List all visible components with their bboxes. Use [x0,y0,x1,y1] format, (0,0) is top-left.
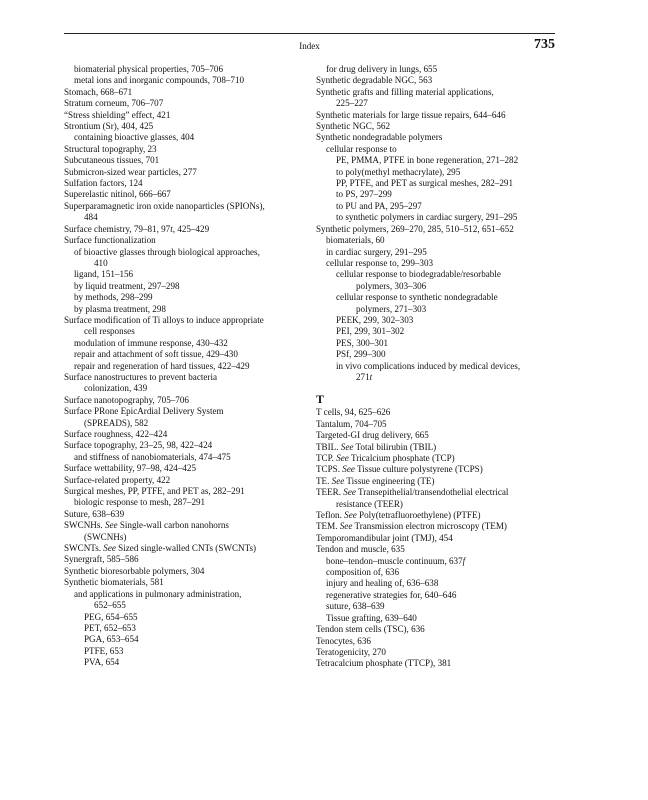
index-entry-text: regenerative strategies for, 640–646 [326,589,457,600]
index-entry-continuation: (SPREADS), 582 [84,417,149,428]
section-letter: T [316,392,325,407]
index-entry [316,521,564,532]
index-entry [64,497,312,508]
index-entry-text: Surface modification of Ti alloys to induce appropriate [64,314,264,325]
index-entry-text: Tantalum, 704–705 [316,418,387,429]
index-entry-text: composition of, 636 [326,567,399,578]
index-entry [316,326,564,337]
index-entry-text: Temporomandibular joint (TMJ), 454 [316,532,453,543]
index-entry-text: Surgical meshes, PP, PTFE, and PET as, 282–291 [64,486,245,497]
index-entry-text: Surface topography, 23–25, 98, 422–424 [64,440,213,451]
index-entry-continuation: 652–655 [94,600,126,611]
index-entry [316,430,564,441]
index-entry-continuation: colonization, 439 [84,383,148,394]
index-entry [316,601,564,612]
index-entry-text: metal ions and inorganic compounds, 708–710 [74,75,245,86]
index-entry-text: PTFE, 653 [84,645,124,656]
index-entry-text: bone–tendon–muscle continuum, 637f [326,555,466,566]
index-entry [316,453,564,464]
index-entry-text: by liquid treatment, 297–298 [74,280,180,291]
index-entry [64,566,312,577]
index-entry-text: repair and regeneration of hard tissues, 422–429 [74,360,250,371]
index-entry [64,75,312,86]
index-entry-text: Surface roughness, 422–424 [64,429,168,439]
index-entry-continuation: polymers, 303–306 [356,280,427,291]
index-entry-text: to poly(methyl methacrylate), 295 [336,166,461,177]
index-entry [316,567,564,578]
index-entry [316,189,564,200]
index-entry [64,155,312,166]
index-entry-text: to synthetic polymers in cardiac surgery, 291–295 [336,212,518,223]
index-entry-text: SWCNTs. See Sized single-walled CNTs (SWCNTs) [64,543,257,554]
page-number: 735 [534,37,555,52]
index-entry-text: cellular response to biodegradable/resorbable [336,269,501,280]
index-entry [316,201,564,212]
index-entry [316,556,564,567]
index-entry-text: Teflon. See Poly(tetrafluoroethylene) (PTFE) [316,510,481,521]
index-entry-text: PGA, 653–654 [84,634,139,645]
index-entry [316,658,564,669]
index-entry [316,442,564,453]
index-entry [64,646,312,657]
index-entry [316,338,564,349]
index-entry-text: Synergraft, 585–586 [64,554,139,565]
index-entry [64,224,312,235]
index-entry [64,623,312,634]
index-entry-text: and applications in pulmonary administration, [74,588,242,599]
index-entry-text: TCPS. See Tissue culture polystyrene (TCPS) [316,464,483,475]
index-entry [316,132,564,143]
index-entry [64,132,312,143]
index-entry-text: Tissue grafting, 639–640 [326,612,417,623]
index-entry [64,612,312,623]
index-entry [316,178,564,189]
index-entry-text: modulation of immune response, 430–432 [74,337,228,348]
index-entry-text: Superparamagnetic iron oxide nanoparticles (SPIONs), [64,200,265,211]
index-entry [64,304,312,315]
index-entry-text: Synthetic degradable NGC, 563 [316,75,433,86]
index-entry [316,349,564,360]
index-entry-text: Structural topography, 23 [64,143,157,154]
index-entry-text: to PU and PA, 295–297 [336,200,422,211]
index-entry [64,349,312,360]
index-entry-text: Synthetic nondegradable polymers [316,132,443,143]
index-entry-text: Sulfation factors, 124 [64,178,143,189]
index-entry-text: biomaterials, 60 [326,235,385,246]
index-entry [316,647,564,658]
index-entry [316,510,564,521]
index-entry-text: biomaterial physical properties, 705–706 [74,64,223,74]
index-entry-text: Tendon stem cells (TSC), 636 [316,624,425,635]
index-entry [316,235,564,246]
index-entry [64,406,312,429]
index-entry [64,429,312,440]
index-entry [316,613,564,624]
index-entry [316,533,564,544]
index-entry [64,589,312,612]
index-entry [64,395,312,406]
index-entry [64,440,312,451]
index-entry [64,554,312,565]
index-entry [316,407,564,418]
index-entry [316,224,564,235]
index-entry-text: Tendon and muscle, 635 [316,544,405,555]
index-entry [64,475,312,486]
index-entry-text: to PS, 297–299 [336,189,392,200]
index-entry [316,419,564,430]
index-entry-text: Surface nanostructures to prevent bacteria [64,371,218,382]
index-entry [64,292,312,303]
index-entry [64,634,312,645]
index-entry-text: PET, 652–653 [84,622,136,633]
running-header-title: Index [299,41,320,51]
index-entry-text: biologic response to mesh, 287–291 [74,497,206,508]
index-entry-text: containing bioactive glasses, 404 [74,132,195,143]
index-entry-text: of bioactive glasses through biological approaches, [74,246,260,257]
index-entry-text: Surface PRone EpicArdial Delivery System [64,406,224,417]
index-entry-text: Synthetic bioresorbable polymers, 304 [64,565,205,576]
index-entry [64,338,312,349]
index-entry-text: PEEK, 299, 302–303 [336,314,414,325]
index-entry [316,624,564,635]
index-entry [316,269,564,292]
index-entry-text: suture, 638–639 [326,601,385,612]
index-entry-text: Synthetic materials for large tissue repairs, 644–646 [316,109,506,120]
index-entry [316,292,564,315]
index-entry-text: PVA, 654 [84,657,120,668]
index-column-left [64,64,312,669]
index-entry-continuation: 410 [94,257,108,268]
index-entry-text: by methods, 298–299 [74,292,153,303]
index-entry [64,110,312,121]
index-entry-text: Surface chemistry, 79–81, 97t, 425–429 [64,223,210,234]
index-entry-text: T cells, 94, 625–626 [316,407,391,418]
index-entry-continuation: 225–227 [336,98,368,109]
index-entry [316,258,564,269]
index-entry [64,520,312,543]
index-entry-text: Surface functionalization [64,235,156,246]
index-entry-text: Superelastic nitinol, 666–667 [64,189,171,200]
index-entry [316,487,564,510]
index-entry-text: SWCNHs. See Single-wall carbon nanohorns [64,520,229,531]
index-entry-text: by plasma treatment, 298 [74,303,166,314]
index-entry [64,509,312,520]
index-entry-continuation: (SWCNHs) [84,531,127,542]
index-entry [64,201,312,224]
index-entry-text: Stomach, 668–671 [64,86,133,97]
index-entry-text: cellular response to synthetic nondegradable [336,292,498,303]
index-entry-text: TBIL. See Total bilirubin (TBIL) [316,441,437,452]
index-entry-text: Tenocytes, 636 [316,635,371,646]
index-entry-text: Synthetic biomaterials, 581 [64,577,164,588]
index-entry-text: and stiffness of nanobiomaterials, 474–475 [74,451,231,462]
index-entry [316,464,564,475]
index-entry [64,235,312,246]
index-entry [316,110,564,121]
index-entry-text: PP, PTFE, and PET as surgical meshes, 282–291 [336,178,513,189]
index-entry-text: Suture, 638–639 [64,508,125,519]
index-entry-text: ligand, 151–156 [74,269,134,280]
index-entry [64,247,312,270]
index-entry-continuation: resistance (TEER) [336,498,403,509]
index-entry [64,315,312,338]
index-entry-text: Synthetic NGC, 562 [316,121,391,132]
index-entry-text: in cardiac surgery, 291–295 [326,246,427,257]
index-entry [64,167,312,178]
index-entry-text: repair and attachment of soft tissue, 429–430 [74,349,238,360]
index-entry [64,64,312,75]
index-entry-text: Synthetic polymers, 269–270, 285, 510–512, 651–652 [316,223,514,234]
index-entry-text: TEM. See Transmission electron microscopy (TEM) [316,521,507,532]
index-entry-text: Submicron-sized wear particles, 277 [64,166,197,177]
index-entry-text: TE. See Tissue engineering (TE) [316,475,435,486]
index-entry [316,315,564,326]
index-entry-text: in vivo complications induced by medical devices, [336,360,521,371]
index-entry [64,657,312,668]
index-entry-text: PEG, 654–655 [84,611,138,622]
index-entry-text: for drug delivery in lungs, 655 [326,64,438,74]
index-entry-continuation: polymers, 271–303 [356,303,427,314]
index-entry-text: PE, PMMA, PTFE in bone regeneration, 271–282 [336,155,519,166]
index-entry [316,121,564,132]
index-entry-text: Surface-related property, 422 [64,474,171,485]
index-entry [316,247,564,258]
index-entry-text: Subcutaneous tissues, 701 [64,155,160,166]
index-entry [316,544,564,555]
index-entry [64,372,312,395]
index-entry [316,476,564,487]
index-entry-text: TEER. See Transepithelial/transendothelial electrical [316,487,509,498]
index-entry-text: Stratum corneum, 706–707 [64,98,164,109]
index-entry [64,577,312,588]
index-entry [64,543,312,554]
index-entry-text: PES, 300–301 [336,337,389,348]
index-entry-text: cellular response to [326,143,397,154]
index-entry [64,486,312,497]
index-entry [316,636,564,647]
index-entry [316,155,564,166]
index-entry-text: Synthetic grafts and filling material applications, [316,86,494,97]
index-entry-text: TCP. See Tricalcium phosphate (TCP) [316,453,455,463]
index-entry-text: Surface wettability, 97–98, 424–425 [64,463,197,474]
index-entry [316,590,564,601]
index-entry [316,64,564,75]
index-entry [64,178,312,189]
index-entry-text: injury and healing of, 636–638 [326,578,439,589]
index-entry-text: cellular response to, 299–303 [326,257,434,268]
index-entry-continuation: 484 [84,212,98,223]
running-header [64,33,555,56]
index-column-right [316,64,564,670]
index-entry [64,87,312,98]
index-entry [64,121,312,132]
index-entry-text: Surface nanotopography, 705–706 [64,394,189,405]
index-entry-text: “Stress shielding” effect, 421 [64,109,171,120]
index-entry [64,463,312,474]
index-entry [64,281,312,292]
index-entry-text: Targeted-GI drug delivery, 665 [316,430,429,441]
index-entry [64,189,312,200]
index-entry [316,167,564,178]
index-entry-text: Strontium (Sr), 404, 425 [64,121,154,132]
index-entry-continuation: 271t [356,371,373,382]
index-entry [316,87,564,110]
index-entry [316,212,564,223]
index-entry [64,144,312,155]
index-entry [64,98,312,109]
index-entry [316,75,564,86]
index-entry [316,578,564,589]
index-entry [64,269,312,280]
index-entry-continuation: cell responses [84,326,135,337]
index-entry-text: Tetracalcium phosphate (TTCP), 381 [316,658,452,669]
index-entry-text: PSf, 299–300 [336,349,386,360]
index-entry [316,144,564,155]
index-entry [64,452,312,463]
index-entry-text: PEI, 299, 301–302 [336,326,405,337]
index-entry [316,361,564,384]
index-entry [64,361,312,372]
index-entry-text: Teratogenicity, 270 [316,646,386,657]
